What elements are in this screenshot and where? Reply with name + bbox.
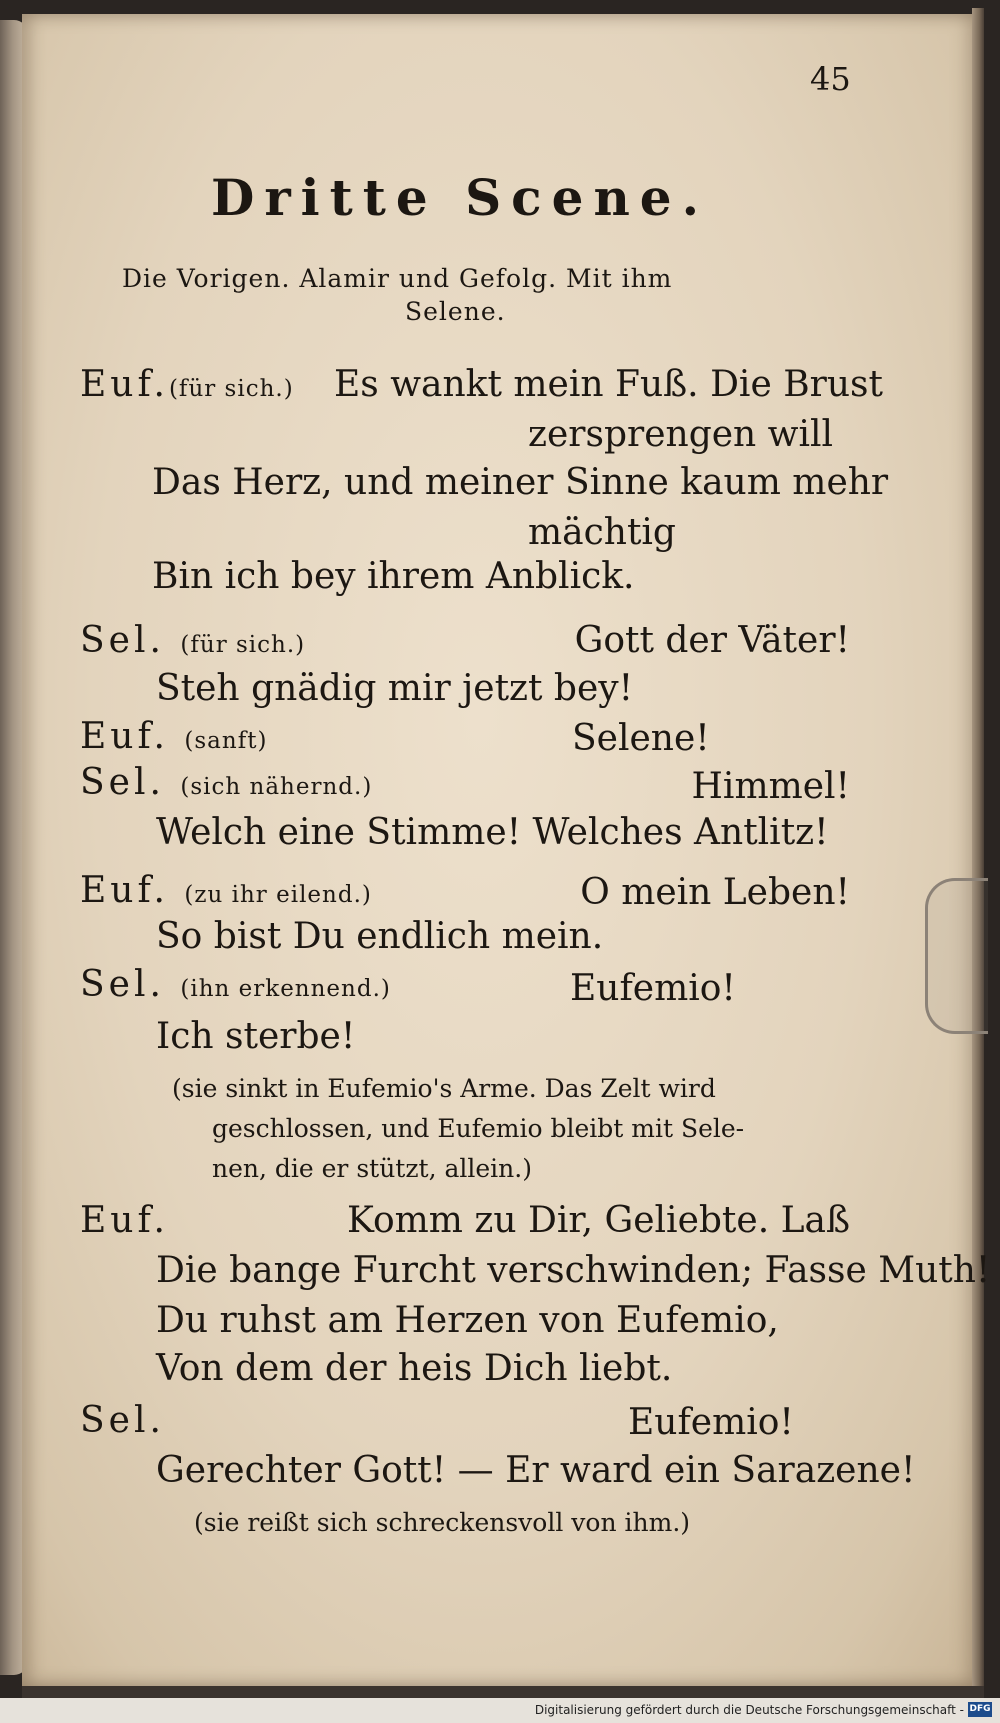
- speaker-label: Sel.: [80, 1400, 165, 1441]
- verse-line: Es wankt mein Fuß. Die Brust: [334, 364, 883, 405]
- page-clip: [925, 878, 988, 1034]
- stage-direction-line: nen, die er stützt, allein.): [212, 1154, 532, 1183]
- scene-title: Dritte Scene.: [210, 168, 710, 227]
- page-number: 45: [810, 60, 851, 98]
- stage-direction-line: geschlossen, und Eufemio bleibt mit Sele-: [212, 1114, 745, 1143]
- book-right-edge: [972, 8, 984, 1688]
- speaker-label: Sel. (für sich.): [80, 620, 306, 661]
- speaker-label: Sel. (ihn erkennend.): [80, 964, 391, 1005]
- speaker-note: (für sich.): [180, 632, 306, 658]
- speaker-label: Euf. (zu ihr eilend.): [80, 870, 372, 911]
- verse-line: Bin ich bey ihrem Anblick.: [152, 556, 635, 597]
- verse-line: Eufemio!: [628, 1402, 794, 1443]
- speaker-label: Euf. (sanft): [80, 716, 268, 757]
- stage-direction-line: Die Vorigen. Alamir und Gefolg. Mit ihm: [122, 264, 673, 293]
- stage-direction-line: Selene.: [405, 297, 506, 326]
- verse-line: So bist Du endlich mein.: [156, 916, 604, 957]
- verse-line: Selene!: [572, 718, 710, 759]
- speaker-note: (zu ihr eilend.): [184, 882, 372, 908]
- verse-line: Gott der Väter!: [574, 620, 850, 661]
- speaker-label: Euf.(für sich.): [80, 364, 294, 405]
- verse-line: Du ruhst am Herzen von Eufemio,: [156, 1300, 779, 1341]
- footer-credit: Digitalisierung gefördert durch die Deutsche Forschungsgemeinschaft -: [534, 1703, 964, 1717]
- speaker-note: (für sich.): [168, 376, 294, 402]
- stage-direction-line: (sie sinkt in Eufemio's Arme. Das Zelt wird: [172, 1074, 716, 1103]
- verse-line: Steh gnädig mir jetzt bey!: [156, 668, 634, 709]
- speaker-label: Sel. (sich nähernd.): [80, 762, 373, 803]
- verse-line: Eufemio!: [570, 968, 736, 1009]
- stage-direction-line: (sie reißt sich schreckensvoll von ihm.): [194, 1508, 691, 1537]
- speaker-label: Euf.: [80, 1200, 169, 1241]
- verse-line: Gerechter Gott! — Er ward ein Sarazene!: [156, 1450, 916, 1491]
- verse-line: Das Herz, und meiner Sinne kaum mehr: [152, 462, 889, 503]
- verse-line: Himmel!: [691, 766, 850, 807]
- verse-line: Komm zu Dir, Geliebte. Laß: [347, 1200, 850, 1241]
- book-bottom-edge: [22, 1686, 984, 1698]
- verse-line: Welch eine Stimme! Welches Antlitz!: [156, 812, 829, 853]
- verse-line: zersprengen will: [528, 414, 834, 455]
- verse-line: Von dem der heis Dich liebt.: [156, 1348, 673, 1389]
- verse-line: Die bange Furcht verschwinden; Fasse Muth!: [156, 1250, 991, 1291]
- verse-line: Ich sterbe!: [156, 1016, 356, 1057]
- speaker-note: (sanft): [184, 728, 268, 754]
- dfg-logo: DFG: [968, 1702, 992, 1717]
- verse-line: mächtig: [528, 512, 676, 553]
- speaker-note: (sich nähernd.): [180, 774, 373, 800]
- speaker-note: (ihn erkennend.): [180, 976, 391, 1002]
- verse-line: O mein Leben!: [580, 872, 850, 913]
